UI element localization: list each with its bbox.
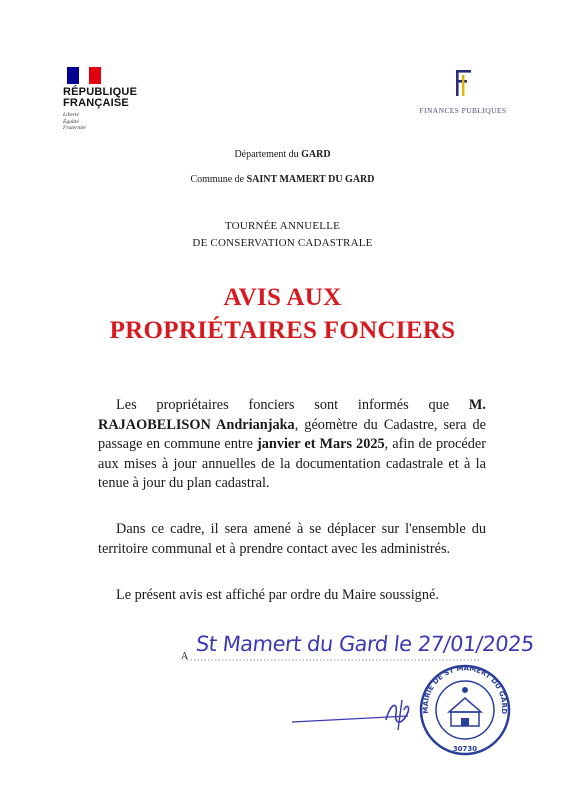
marianne-flag-icon — [67, 67, 101, 84]
finances-publiques-logo — [418, 68, 508, 115]
avis-title: AVIS AUX PROPRIÉTAIRES FONCIERS — [109, 284, 456, 344]
republique-motto: Liberté Égalité Fraternité — [63, 112, 86, 131]
mairie-stamp-icon — [415, 660, 515, 760]
republique-francaise-logo — [63, 67, 153, 132]
mayor-signature-icon — [290, 690, 430, 740]
place-prefix: A — [181, 651, 189, 662]
finances-publiques-icon — [450, 68, 476, 98]
paragraph-3: Le présent avis est affiché par ordre du Maire soussigné. — [116, 587, 439, 603]
commune-line: Commune de SAINT MAMERT DU GARD — [190, 174, 375, 185]
stamp-text: MAIRIE DE ST MAMERT DU GARD — [421, 664, 509, 715]
paragraph-1: Les propriétaires fonciers sont informés que M. RAJAOBELISON Andrianjaka, géomètre du Cadastre, sera de passage en commune entre janvier et Mars 2025, afin de procéder aux mises à jour annuelles de la documentation cadastrale et à la tenue à jour du plan cadastral. — [98, 397, 486, 491]
tournee-heading: TOURNÉE ANNUELLE DE CONSERVATION CADASTRALE — [192, 220, 373, 249]
republique-title: RÉPUBLIQUE FRANÇAISE — [63, 86, 138, 109]
departement-line: Département du GARD — [234, 149, 331, 160]
handwritten-place-date: St Mamert du Gard le 27/01/2025 — [194, 632, 536, 656]
finances-publiques-label: FINANCES PUBLIQUES — [419, 106, 507, 115]
paragraph-2: Dans ce cadre, il sera amené à se déplacer sur l'ensemble du territoire communal et à prendre contact avec les administrés. — [98, 521, 486, 557]
stamp-code: 30730 — [452, 745, 478, 753]
